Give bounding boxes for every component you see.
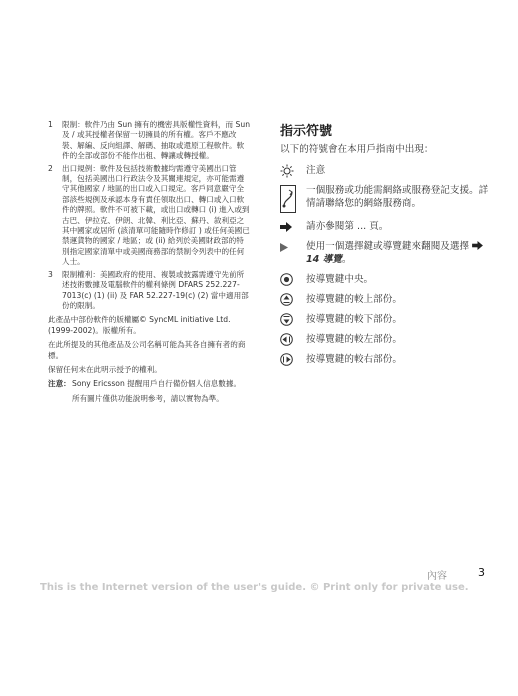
symbol-text: 按導覽鍵中央。 — [306, 273, 374, 285]
symbol-row — [280, 353, 490, 367]
caution-label: 注意： — [48, 379, 71, 389]
symbol-text: 注意 — [306, 165, 326, 176]
caution-block — [48, 379, 250, 404]
symbols-section — [280, 120, 490, 373]
note-item — [48, 270, 250, 312]
nav-center-icon — [280, 273, 306, 287]
trademark-paragraph: 在此所提及的其他產品及公司名稱可能為其各自擁有者的商標。 — [48, 340, 246, 360]
symbol-row — [280, 240, 490, 267]
note-number: 3 — [48, 269, 53, 279]
page-reference: 14 導覽 — [306, 254, 342, 266]
symbol-text: 請亦參閱第 ... 頁。 — [306, 221, 389, 232]
caution-line: Sony Ericsson 提醒用戶自行備份個人信息數據。 — [72, 379, 242, 389]
nav-right-icon — [280, 353, 306, 367]
nav-left-icon — [280, 333, 306, 347]
note-number: 1 — [48, 120, 53, 129]
symbol-text: 按導覽鍵的較左部份。 — [306, 333, 402, 345]
symbol-text: 按導覽鍵的較上部份。 — [306, 293, 402, 305]
watermark-text: This is the Internet version of the user's guide. © Print only for private use. — [40, 582, 469, 593]
rights-paragraph: 保留任何未在此明示授予的權利。 — [48, 364, 162, 374]
symbol-text: 一個服務或功能需網絡或服務登記支援。詳情請聯絡您的網絡服務商。 — [306, 185, 489, 210]
arrow-right-icon — [280, 220, 306, 234]
footer-section-name: 內容 — [427, 571, 447, 582]
symbol-row — [280, 273, 490, 287]
arrow-right-icon — [472, 241, 483, 250]
sentence-end: 。 — [341, 254, 352, 266]
note-text: 限制：軟件乃由 Sun 擁有的機密具版權性資料，而 Sun 及 / 或其授權者保留一切擁員的所有權。客戶不應改裝、解編、反向組譯、解碼、抽取或還原工程軟件。軟件的全部或部份不能作出租、轉讓或轉授權。 — [62, 120, 251, 161]
page-number: 3 — [478, 566, 485, 579]
caution-line: 所有圖片僅供功能說明參考，請以實物為準。 — [72, 393, 224, 403]
nav-down-icon — [280, 313, 306, 327]
symbol-row — [280, 184, 490, 214]
legal-notices — [48, 120, 250, 404]
symbol-text: 按導覽鍵的較右部份。 — [306, 353, 402, 365]
symbol-row — [280, 293, 490, 307]
note-item — [48, 120, 250, 162]
section-title: 指示符號 — [280, 124, 333, 139]
select-instruction: 使用一個選擇鍵或導覽鍵來翻閱及選擇 — [306, 241, 470, 252]
nav-up-icon — [280, 293, 306, 307]
symbol-row — [280, 333, 490, 347]
note-icon — [280, 164, 306, 178]
note-number: 2 — [48, 163, 53, 173]
symbol-text: 按導覽鍵的較下部份。 — [306, 313, 402, 325]
note-item — [48, 164, 250, 268]
section-intro: 以下的符號會在本用戶指南中出現： — [280, 144, 434, 155]
note-text: 出口規例：軟件及包括技術數據均需遵守美國出口管制，包括美國出口行政法令及其關連規定，亦可能需遵守其他國家 / 地區的出口或入口規定。客戶同意嚴守全部該些規例及承認本身有責任領取出口、轉口或入口軟件的牌照。軟件不可被下載，或出口或轉口 (i) 進入或到古巴、伊拉克、伊朗、北韓、利比亞、蘇丹、敘利亞之其中國家或居所 (該清單可能隨時作修訂 ) 或任何美國已禁運貨物的國家 / 地區；或 (ii) 給列於美國財政部的特別指定國家清單中或美國商務部的禁制令列表中的任何人士。 — [62, 163, 250, 267]
copyright-paragraph: 此產品中部份軟件的版權屬© SyncML initiative Ltd. (1999-2002)。版權所有。 — [48, 315, 231, 335]
caution-body — [72, 379, 250, 404]
symbol-row — [280, 313, 490, 327]
symbol-row — [280, 220, 490, 234]
symbol-row — [280, 164, 490, 178]
triangle-right-icon — [280, 240, 306, 254]
symbol-text — [306, 240, 490, 267]
note-text: 限制權利：美國政府的使用、複製或披露需遵守先前所述技術數據及電腦軟件的權利條例 DFARS 252.227-7013(c) (1) (ii) 及 FAR 52.227-19(c) (2) 當中適用部份的限制。 — [62, 269, 249, 310]
network-service-icon — [280, 184, 306, 214]
